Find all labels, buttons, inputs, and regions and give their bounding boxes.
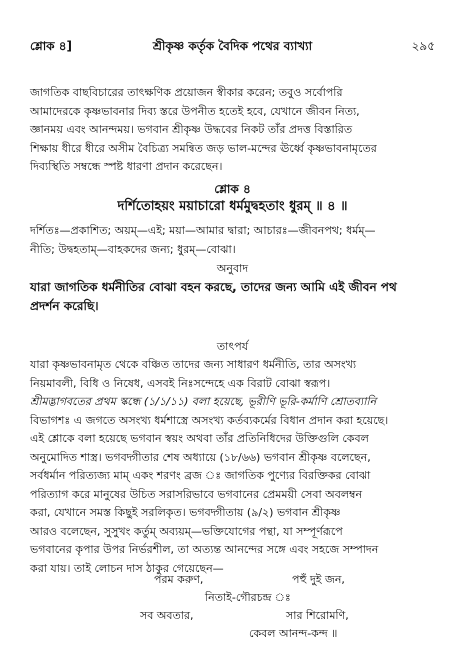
- text-line: যারা কৃষ্ণভাবনামৃত থেকে বঞ্চিত তাদের জন্য সাধারণ ধর্মনীতি, তার অসংখ্য: [30, 358, 357, 371]
- header-verse-ref: শ্লোক ৪]: [30, 39, 73, 53]
- text-line: করা যায়। তাই লোচন দাস ঠাকুর গেয়েছেন—: [30, 561, 224, 575]
- translation-line: প্রদর্শন করেছি।: [30, 298, 99, 313]
- poem-phrase: সার শিরোমণি,: [286, 609, 349, 622]
- text-line: বিভাগশঃ এ জগতে অসংখ্য ধর্মশাস্ত্রে অসংখ্য কর্তব্যকর্মের বিধান প্রদান করা হয়েছে।: [30, 413, 389, 427]
- text-line: আরও বলেছেন, সুসুখং কর্তুম্ অব্যয়ম্—ভক্তিযোগের পন্থা, যা সম্পূর্ণরূপে: [30, 524, 343, 538]
- purport-heading: তাৎপর্য: [216, 340, 249, 353]
- gloss-line: নীতি; উদ্বহতাম্—বাহকদের জন্য; ধুরম্—বোঝা।: [30, 242, 236, 256]
- translation-heading: অনুবাদ: [216, 262, 249, 275]
- poem-phrase: পহুঁ দুই জন,: [292, 573, 345, 586]
- text-line: জ্ঞানময় এবং আনন্দময়। ভগবান শ্রীকৃষ্ণ উদ্ধবের নিকট তাঁর প্রদত্ত বিস্তারিত: [30, 123, 353, 136]
- translation-line: যারা জাগতিক ধর্মনীতির বোঝা বহন করছে, তাদের জন্য আমি এই জীবন পথ: [30, 280, 397, 294]
- page-number: ২৯৫: [411, 39, 435, 53]
- poem-phrase: সব অবতার,: [140, 609, 194, 622]
- text-line: জাগতিক বাছবিচারের তাৎক্ষণিক প্রয়োজন স্বীকার করেন; তবুও সর্বোপরি: [30, 86, 343, 99]
- text-line: শ্রীমদ্ভাগবতের প্রথম স্কন্ধে (১/১/১১) বলা হয়েছে, ভূরীণি ভূরি-কর্মাণি শ্রোতব্যানি: [30, 395, 377, 408]
- text-line: ভগবানের কৃপার উপর নির্ভরশীল, তা অত্যন্ত আনন্দের সঙ্গে এবং সহজে সম্পাদন: [30, 543, 379, 556]
- text-line: শিক্ষায় ধীরে ধীরে অসীম বৈচিত্র্য সমন্বিত জড় ভাল-মন্দের ঊর্ধ্বে কৃষ্ণভাবনামৃতের: [30, 141, 377, 155]
- purport-paragraph: [30, 356, 435, 578]
- text-line: করা, যেখানে সমস্ত কিছুই সরলিকৃত। ভগবদ্গীতায় (৯/২) ভগবান শ্রীকৃষ্ণ: [30, 506, 341, 519]
- text-line: এই শ্লোকে বলা হয়েছে ভগবান স্বয়ং অথবা তাঁর প্রতিনিধিদের উক্তিগুলি কেবল: [30, 432, 369, 445]
- poem-phrase: কেবল আনন্দ-কন্দ ॥: [249, 627, 338, 640]
- text-line: নিয়মাবলী, বিধি ও নিষেধ, এসবই নিঃসন্দেহে এক বিরাট বোঝা স্বরূপ।: [30, 376, 331, 390]
- sanskrit-verse: দর্শিতোহয়ং ময়াচারো ধর্মমুদ্বহতাং ধুরম্ ॥ ৪ ॥: [117, 199, 348, 214]
- text-line: অনুমোদিত শাস্ত্র। ভগবদ্গীতার শেষ অধ্যায়ে (১৮/৬৬) ভগবান শ্রীকৃষ্ণ বলেছেন,: [30, 450, 371, 464]
- verse-label: শ্লোক ৪: [214, 182, 251, 196]
- text-line: দিব্যস্থিতি সম্বন্ধে স্পষ্ট ধারণা প্রদান করেছেন।: [30, 160, 223, 173]
- intro-paragraph: [30, 84, 435, 177]
- page-header: [30, 38, 435, 56]
- poem-phrase: পরম করুণ,: [154, 573, 204, 586]
- poem-phrase: নিতাই-গৌরচন্দ্র ঃ: [205, 591, 291, 604]
- text-line: পরিত্যাগ করে মানুষের উচিত সরাসরিভাবে ভগবানের প্রেমময়ী সেবা অবলম্বন: [30, 487, 363, 501]
- word-gloss: [30, 222, 435, 259]
- header-title: শ্রীকৃষ্ণ কর্তৃক বৈদিক পথের ব্যাখ্যা: [152, 39, 313, 53]
- text-line: আমাদেরকে কৃষ্ণভাবনার দিব্য স্তরে উপনীত হতেই হবে, যেখানে জীবন নিত্য,: [30, 104, 360, 118]
- translation-text: [30, 278, 435, 315]
- gloss-line: দর্শিতঃ—প্রকাশিত; অয়ম্—এই; ময়া—আমার দ্বারা; আচারঃ—জীবনপথ; ধর্মম্—: [30, 224, 376, 237]
- text-line: সর্বধর্মান পরিত্যজ্য মাম্ একং শরণং ব্রজ ঃ জাগতিক পুণ্যের বিরক্তিকর বোঝা: [30, 469, 371, 482]
